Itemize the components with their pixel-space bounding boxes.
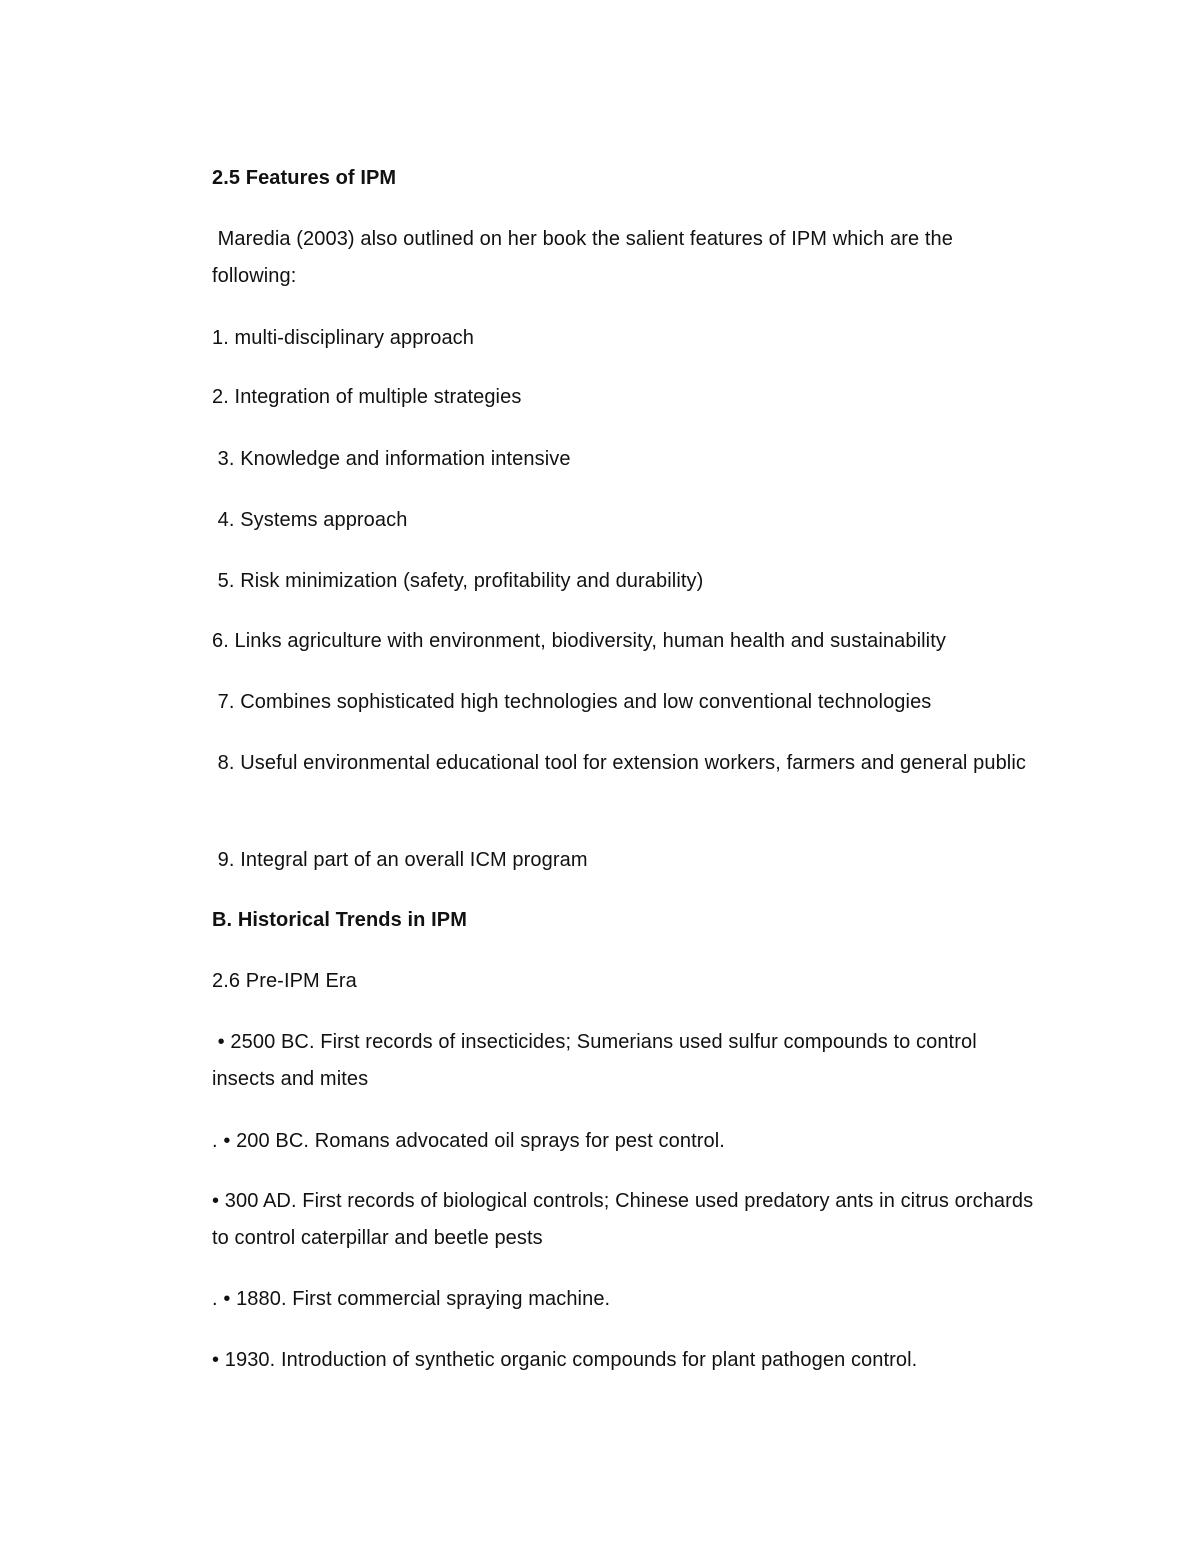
feature-item-4: 4. Systems approach	[212, 509, 408, 531]
section-heading: 2.5 Features of IPM	[212, 167, 397, 189]
history-item-2: . • 200 BC. Romans advocated oil sprays for pest control.	[212, 1130, 725, 1152]
subsection-heading: 2.6 Pre-IPM Era	[212, 970, 357, 992]
history-item-3: • 300 AD. First records of biological controls; Chinese used predatory ants in citrus orchards to control caterpillar and beetle pests	[212, 1190, 1039, 1249]
feature-item-5: 5. Risk minimization (safety, profitability and durability)	[212, 570, 704, 592]
feature-item-3: 3. Knowledge and information intensive	[212, 448, 571, 470]
feature-item-7: 7. Combines sophisticated high technologies and low conventional technologies	[212, 691, 932, 713]
feature-item-1: 1. multi-disciplinary approach	[212, 327, 475, 349]
feature-item-8: 8. Useful environmental educational tool for extension workers, farmers and general public	[212, 752, 1026, 774]
feature-item-6: 6. Links agriculture with environment, biodiversity, human health and sustainability	[212, 630, 946, 652]
feature-item-9: 9. Integral part of an overall ICM program	[212, 849, 588, 871]
section-b-heading: B. Historical Trends in IPM	[212, 909, 467, 931]
history-item-1: • 2500 BC. First records of insecticides; Sumerians used sulfur compounds to control insects and mites	[212, 1031, 983, 1090]
feature-item-2: 2. Integration of multiple strategies	[212, 386, 522, 408]
history-item-5: • 1930. Introduction of synthetic organic compounds for plant pathogen control.	[212, 1349, 918, 1371]
intro-paragraph: Maredia (2003) also outlined on her book the salient features of IPM which are the following:	[212, 228, 959, 287]
history-item-4: . • 1880. First commercial spraying machine.	[212, 1288, 611, 1310]
